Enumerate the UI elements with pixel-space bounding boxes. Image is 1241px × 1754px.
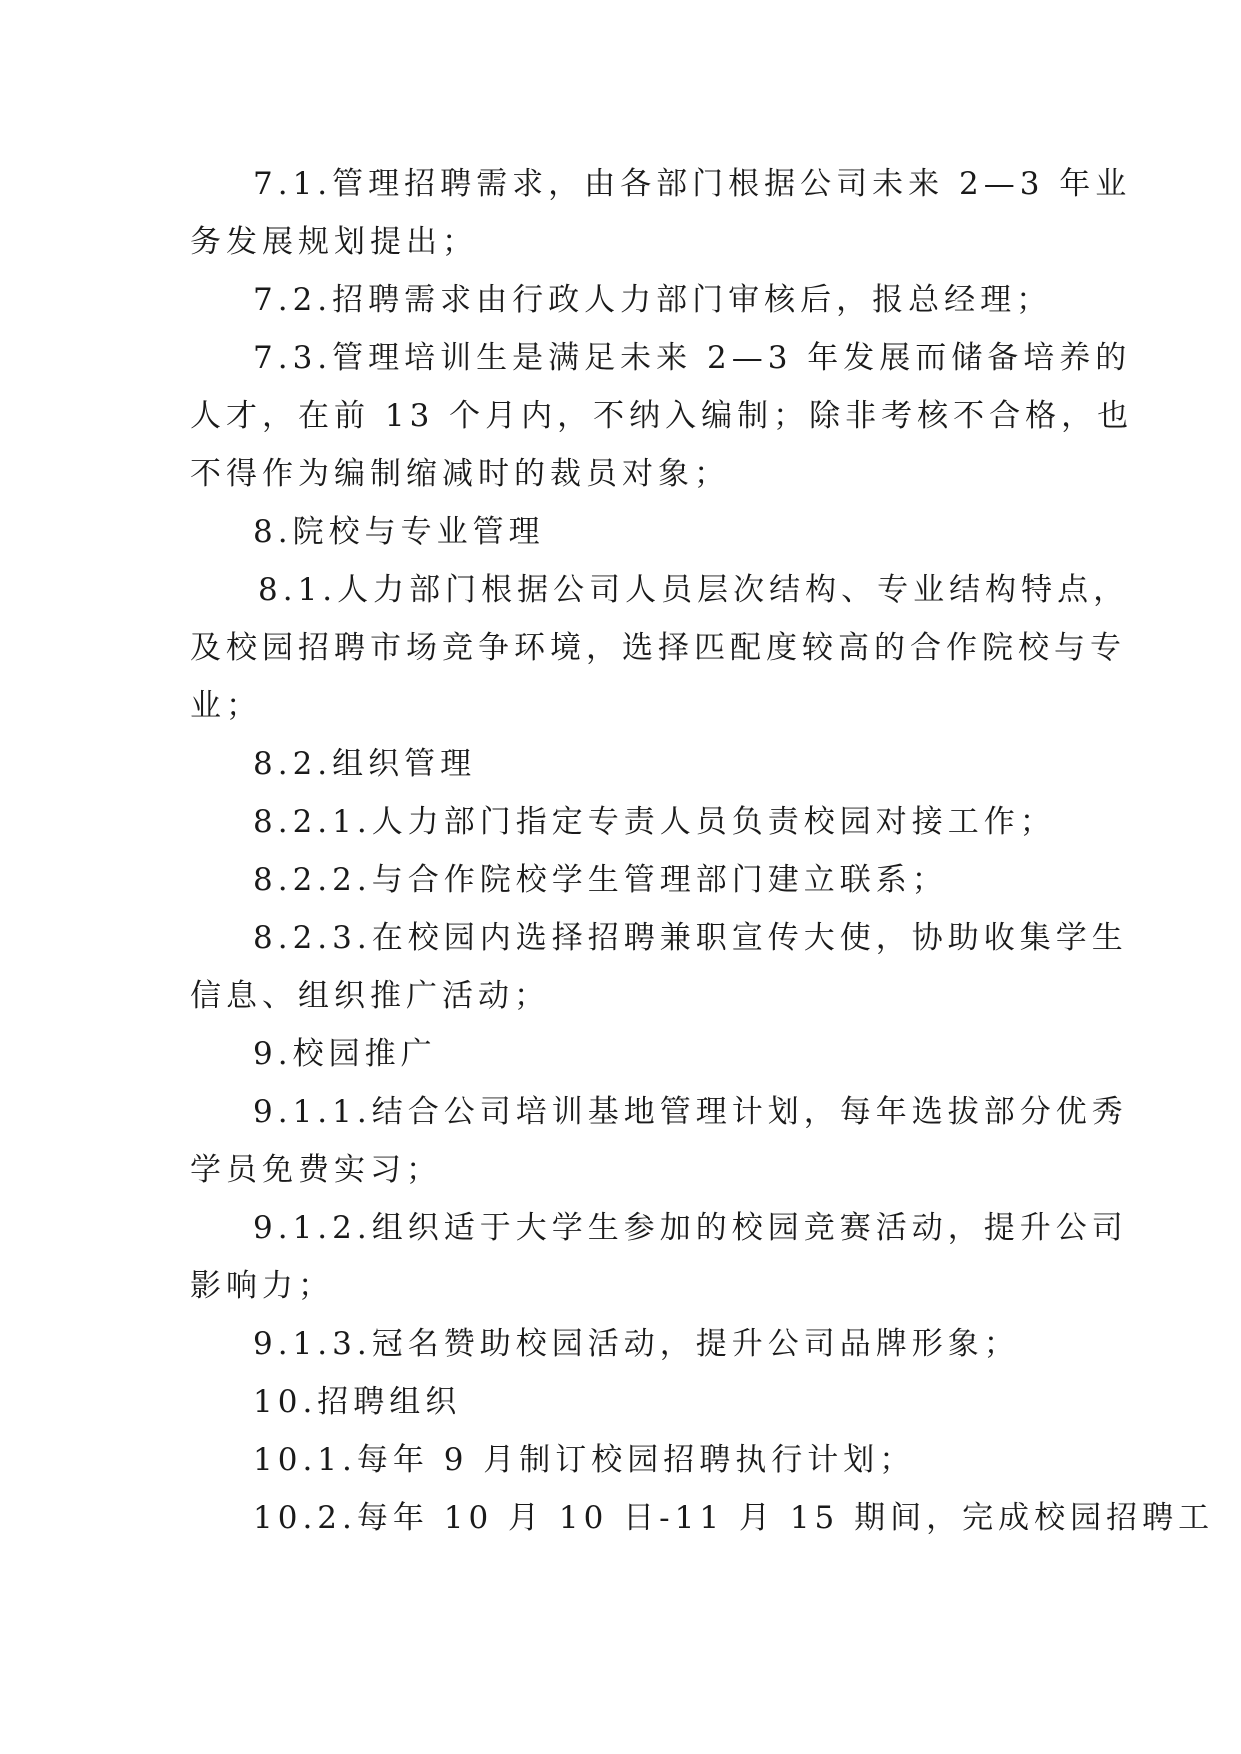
section-heading: 10.招聘组织 (253, 1384, 462, 1420)
text-line: 业； (190, 688, 262, 724)
text-line: 8.1.人力部门根据公司人员层次结构、专业结构特点， (258, 572, 1130, 608)
text-line: 7.1.管理招聘需求，由各部门根据公司未来 2—3 年业 (253, 166, 1132, 202)
text-line: 影响力； (190, 1268, 334, 1304)
text-line: 人才，在前 13 个月内，不纳入编制；除非考核不合格，也 (190, 398, 1134, 434)
text-line: 7.2.招聘需求由行政人力部门审核后，报总经理； (253, 282, 1053, 318)
section-heading: 9.校园推广 (253, 1036, 437, 1072)
text-line: 9.1.3.冠名赞助校园活动，提升公司品牌形象； (253, 1326, 1020, 1362)
text-line: 9.1.2.组织适于大学生参加的校园竞赛活动，提升公司 (253, 1210, 1128, 1246)
text-line: 7.3.管理培训生是满足未来 2—3 年发展而储备培养的 (253, 340, 1132, 376)
subsection-heading: 8.2.组织管理 (253, 746, 477, 782)
text-line: 信息、组织推广活动； (190, 978, 550, 1014)
text-line: 学员免费实习； (190, 1152, 442, 1188)
section-heading: 8.院校与专业管理 (253, 514, 545, 550)
text-line: 不得作为编制缩减时的裁员对象； (190, 456, 730, 492)
text-line: 10.2.每年 10 月 10 日-11 月 15 期间，完成校园招聘工 (253, 1500, 1215, 1536)
text-line: 8.2.1.人力部门指定专责人员负责校园对接工作； (253, 804, 1056, 840)
text-line: 务发展规划提出； (190, 224, 478, 260)
text-line: 9.1.1.结合公司培训基地管理计划，每年选拔部分优秀 (253, 1094, 1128, 1130)
text-line: 10.1.每年 9 月制订校园招聘执行计划； (253, 1442, 916, 1478)
text-line: 8.2.2.与合作院校学生管理部门建立联系； (253, 862, 948, 898)
document-body (190, 155, 1215, 1547)
text-line: 8.2.3.在校园内选择招聘兼职宣传大使，协助收集学生 (253, 920, 1128, 956)
text-line: 及校园招聘市场竞争环境，选择匹配度较高的合作院校与专 (190, 630, 1126, 666)
